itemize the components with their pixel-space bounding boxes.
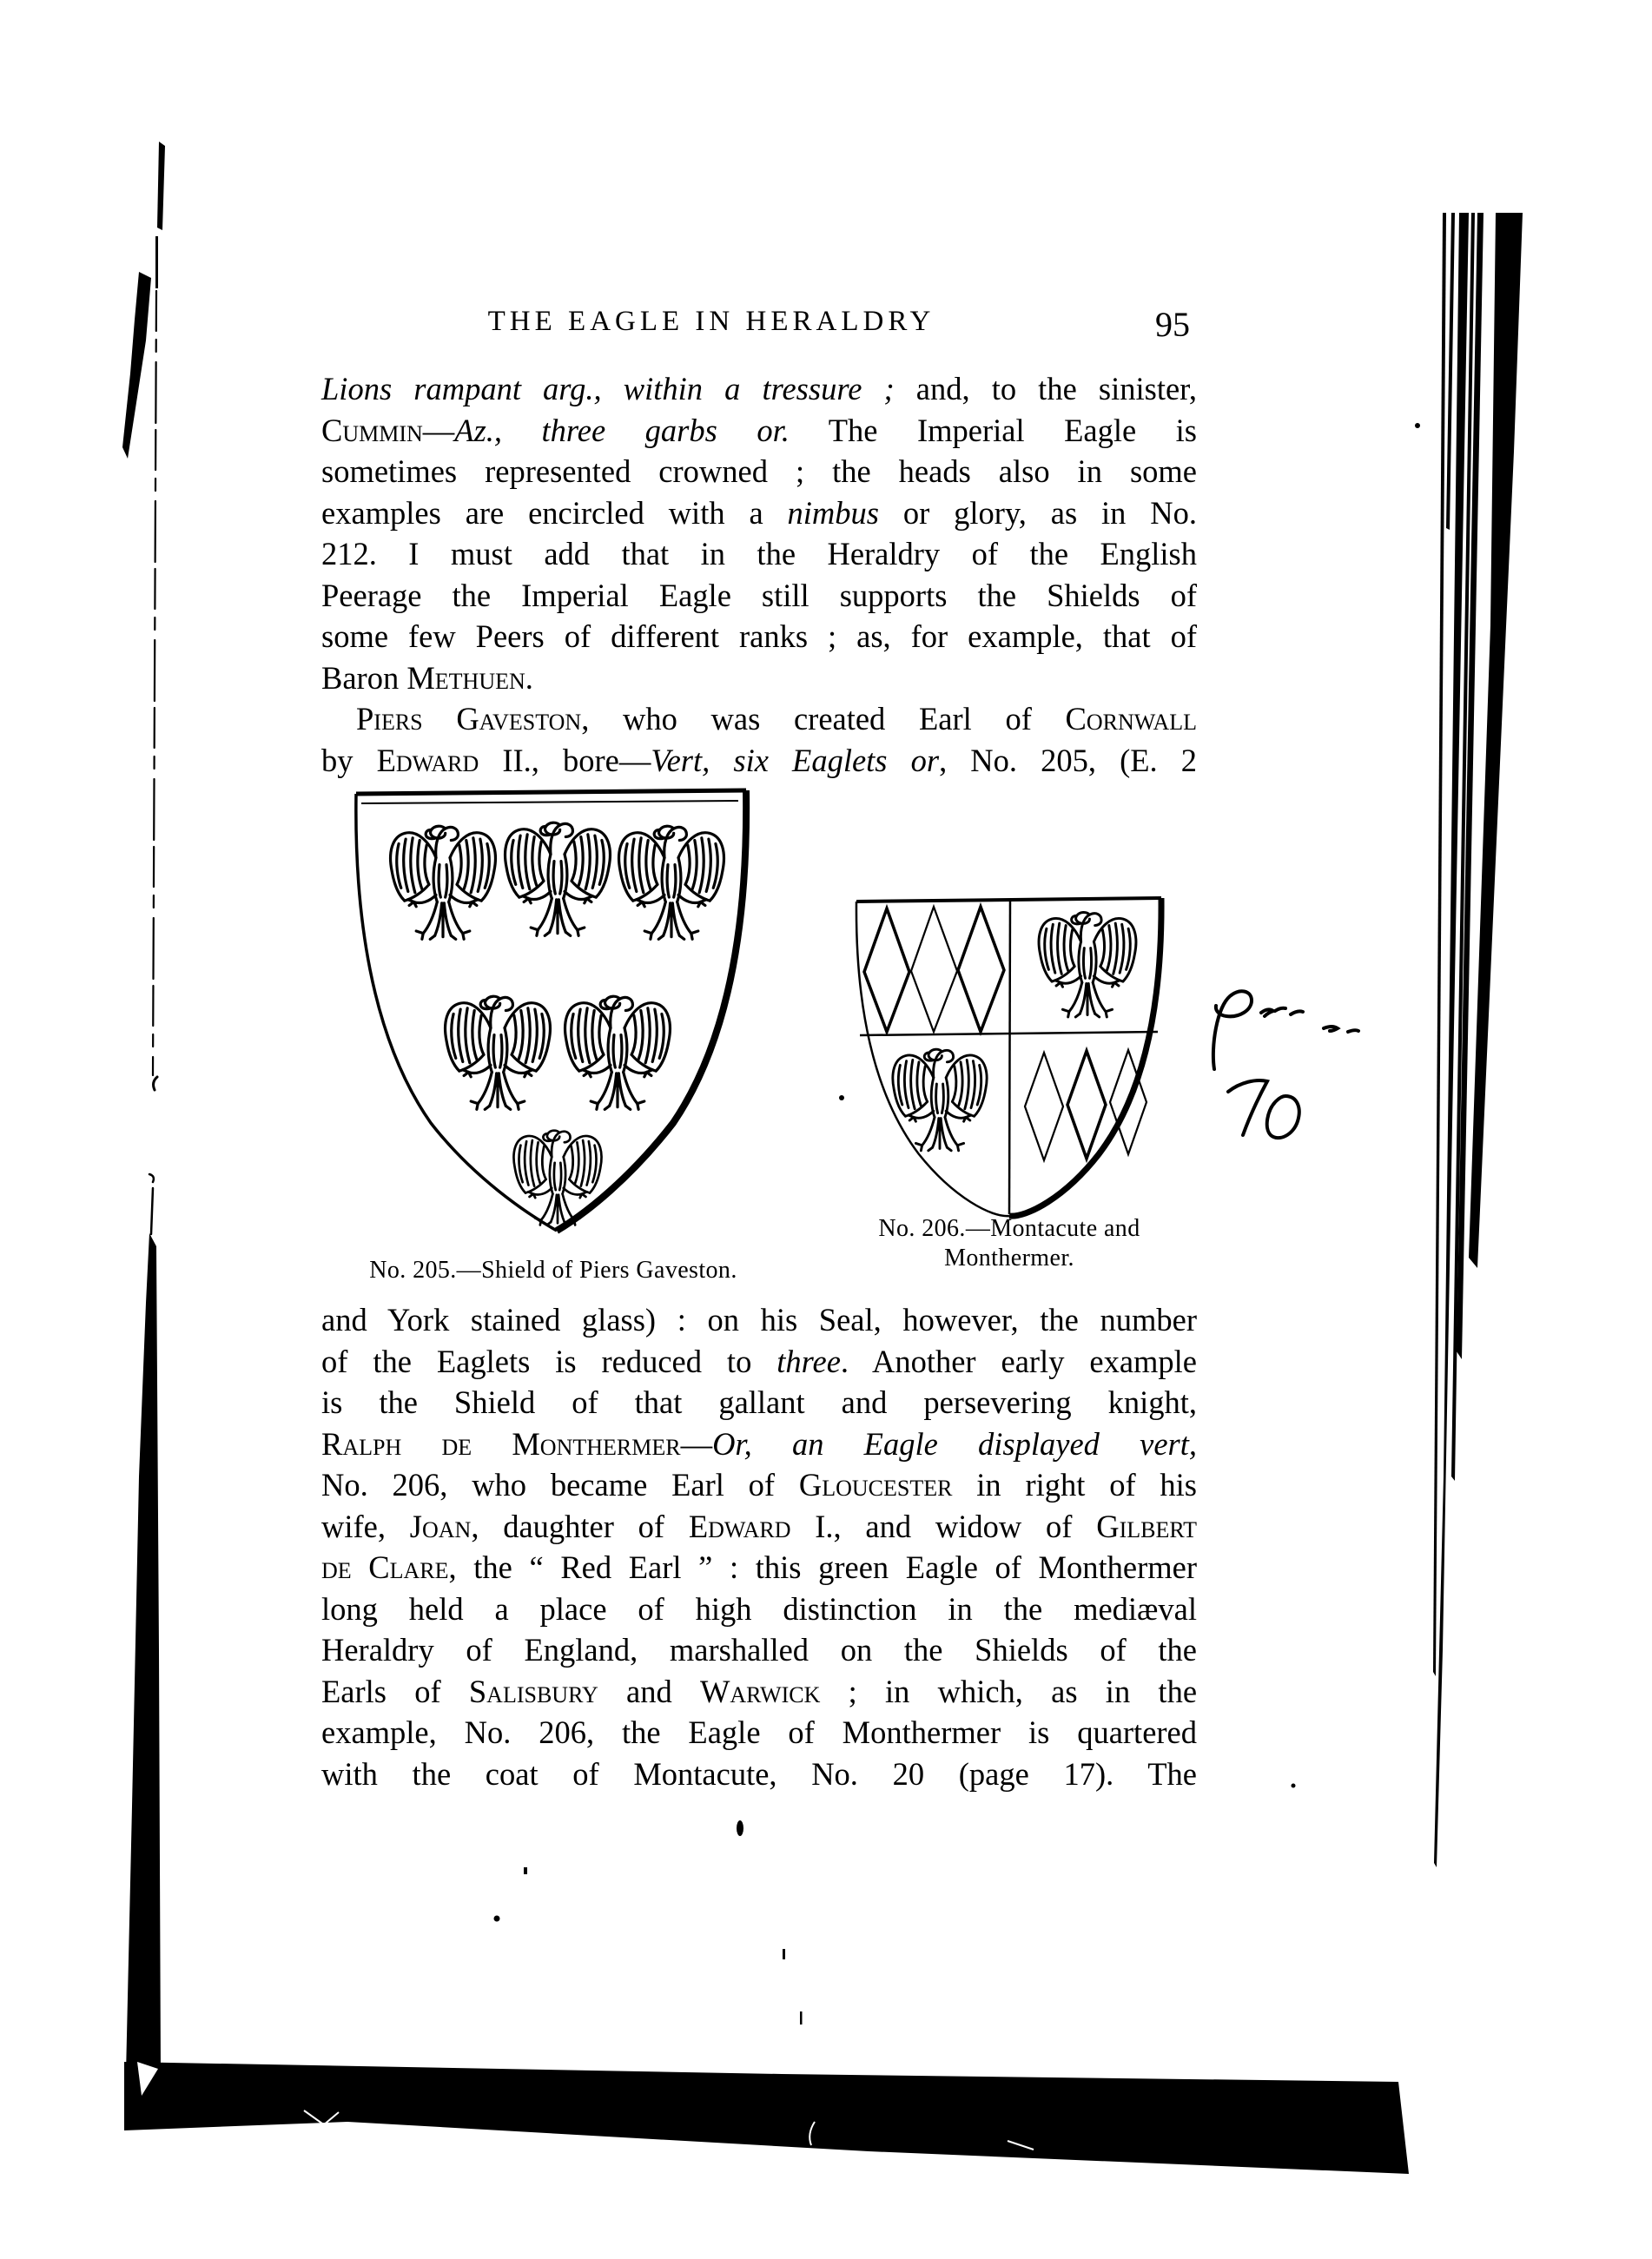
text-line: Ralph de Monthermer—Or, an Eagle displayed vert, xyxy=(321,1425,1197,1462)
text-line: Baron Methuen. xyxy=(321,659,533,696)
text-line: wife, Joan, daughter of Edward I., and widow of Gilbert xyxy=(321,1508,1198,1544)
page-header xyxy=(321,306,1197,349)
text-line: by Edward II., bore—Vert, six Eaglets or, No. 205, (E. 2 xyxy=(321,742,1198,778)
shield-206-illustration xyxy=(848,889,1171,1221)
text-line: Cummin—Az., three garbs or. The Imperial Eagle is xyxy=(321,412,1198,448)
text-line: Heraldry of England, marshalled on the Shields of the xyxy=(321,1632,1197,1668)
text-line: Lions rampant arg., within a tressure ; and, to the sinister, xyxy=(321,371,1197,406)
running-title: THE EAGLE IN HERALDRY xyxy=(487,306,935,337)
text-line: long held a place of high distinction in the mediæval xyxy=(321,1590,1197,1627)
text-line: Earls of Salisbury and Warwick ; in which, as in the xyxy=(321,1673,1198,1709)
figure-caption-205: No. 205.—Shield of Piers Gaveston. xyxy=(369,1257,737,1284)
text-line: examples are encircled with a nimbus or glory, as in No. xyxy=(321,494,1197,531)
text-line: and York stained glass) : on his Seal, however, the number xyxy=(321,1302,1197,1338)
text-line: sometimes represented crowned ; the heads also in some xyxy=(321,453,1197,489)
body-paragraph-1 xyxy=(321,368,1197,781)
text-line: some few Peers of different ranks ; as, for example, that of xyxy=(321,618,1197,654)
page-number: 95 xyxy=(1155,305,1190,344)
body-paragraph-2 xyxy=(321,1299,1197,1794)
text-line: example, No. 206, the Eagle of Monthermer is quartered xyxy=(321,1714,1197,1750)
caption-line: Monthermer. xyxy=(944,1245,1074,1272)
shield-205-illustration xyxy=(346,780,761,1238)
text-line: is the Shield of that gallant and persevering knight, xyxy=(321,1384,1197,1420)
figure-caption-206 xyxy=(848,1214,1171,1273)
text-line: No. 206, who became Earl of Gloucester in right of his xyxy=(321,1467,1197,1503)
text-line: 212. I must add that in the Heraldry of the English xyxy=(321,536,1197,571)
caption-line: No. 206.—Montacute and xyxy=(878,1215,1140,1242)
text-line: Piers Gaveston, who was created Earl of Cornwall xyxy=(356,701,1197,736)
text-line: de Clare, the “ Red Earl ” : this green Eagle of Monthermer xyxy=(321,1549,1197,1585)
text-line: with the coat of Montacute, No. 20 (page 17). The xyxy=(321,1755,1197,1792)
text-line: Peerage the Imperial Eagle still supports the Shields of xyxy=(321,577,1197,613)
text-line: of the Eaglets is reduced to three. Another early example xyxy=(321,1343,1198,1379)
